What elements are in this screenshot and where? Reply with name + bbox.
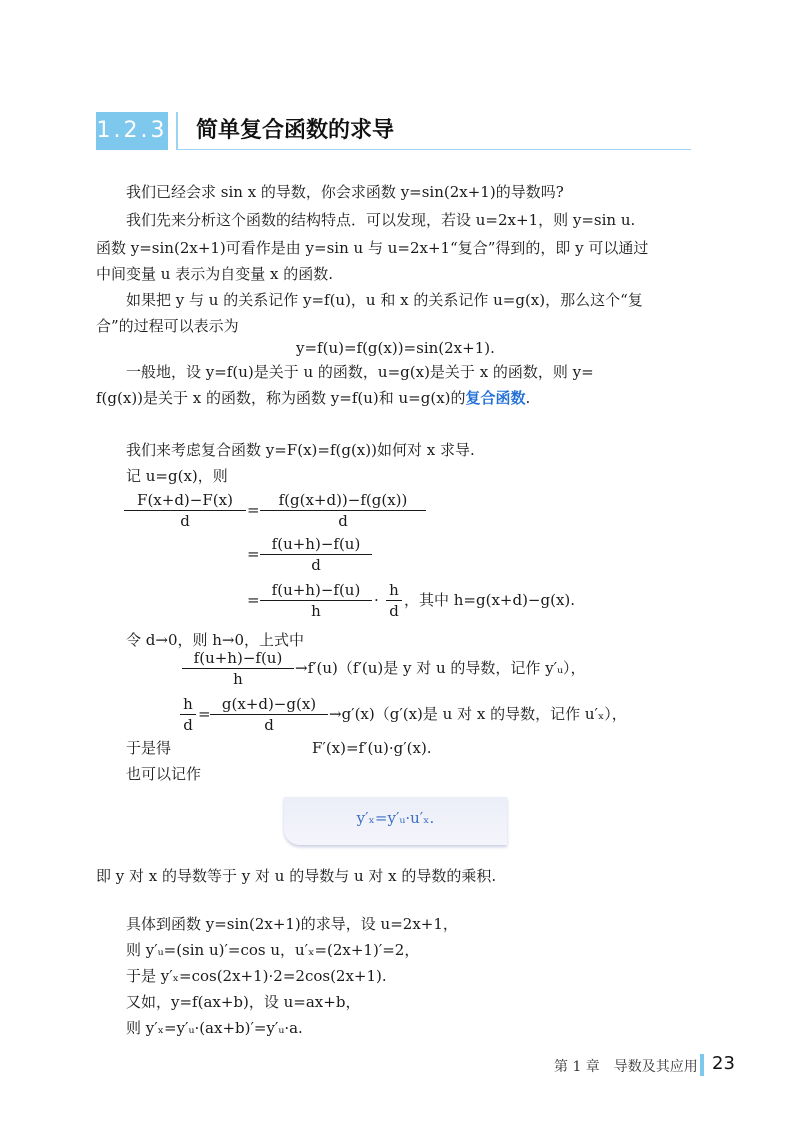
- text-line-2: 我们先来分析这个函数的结构特点．可以发现，若设 u=2x+1，则 y=sin u.: [126, 211, 636, 229]
- fraction-8-denominator: d: [264, 716, 274, 734]
- term-composite-function: 复合函数: [465, 389, 526, 407]
- text-line-22: 又如，y=f(ax+b)，设 u=ax+b，: [126, 993, 361, 1011]
- fraction-2: [260, 490, 426, 531]
- text-line-9-a: f(g(x))是关于 x 的函数，称为函数 y=f(u)和 u=g(x)的: [96, 389, 466, 407]
- text-line-8: 一般地，设 y=f(u)是关于 u 的函数，u=g(x)是关于 x 的函数，则 y=: [126, 363, 594, 381]
- equals-4: =: [198, 705, 211, 723]
- fraction-4-denominator: h: [311, 602, 321, 620]
- formula-composition: y=f(u)=f(g(x))=sin(2x+1).: [296, 339, 495, 357]
- page-number: 23: [712, 1053, 735, 1074]
- fraction-4: [260, 580, 372, 621]
- boxed-formula: y′ₓ=y′ᵤ·u′ₓ.: [356, 809, 435, 827]
- text-line-6: 合”的过程可以表示为: [96, 317, 239, 335]
- section-title: 简单复合函数的求导: [196, 118, 395, 143]
- footer-bar: [700, 1054, 704, 1076]
- fraction-6: [182, 648, 294, 689]
- text-line-9: [96, 388, 530, 408]
- text-line-23: 则 y′ₓ=y′ᵤ·(ax+b)′=y′ᵤ·a.: [126, 1019, 303, 1037]
- text-line-5: 如果把 y 与 u 的关系记作 y=f(u)，u 和 x 的关系记作 u=g(x)，那么这个“复: [126, 291, 643, 309]
- text-line-10: 我们来考虑复合函数 y=F(x)=f(g(x))如何对 x 求导.: [126, 441, 475, 459]
- text-line-4: 中间变量 u 表示为自变量 x 的函数.: [96, 265, 333, 283]
- fraction-7: [180, 694, 196, 735]
- fraction-6-numerator: f(u+h)−f(u): [182, 648, 294, 669]
- fraction-5-numerator: h: [386, 580, 402, 601]
- equals-2: =: [247, 545, 260, 563]
- footer-chapter: 第 1 章 导数及其应用: [554, 1059, 698, 1075]
- fraction-3-denominator: d: [311, 556, 321, 574]
- fraction-7-denominator: d: [183, 716, 193, 734]
- fraction-8: [210, 694, 328, 735]
- fraction-1-numerator: F(x+d)−F(x): [124, 490, 246, 511]
- text-line-11: 记 u=g(x)，则: [126, 467, 228, 485]
- fraction-6-denominator: h: [233, 670, 243, 688]
- equals-3: =: [247, 591, 260, 609]
- text-line-3: 函数 y=sin(2x+1)可看作是由 y=sin u 与 u=2x+1“复合”得到的，即 y 可以通过: [96, 239, 649, 257]
- text-line-16-a: 于是得: [126, 739, 172, 757]
- limit-line-2: →g′(x)（g′(x)是 u 对 x 的导数，记作 u′ₓ），: [329, 705, 627, 723]
- highlight-box: [284, 797, 507, 845]
- text-line-18: 即 y 对 x 的导数等于 y 对 u 的导数与 u 对 x 的导数的乘积.: [96, 867, 497, 885]
- text-line-1: 我们已经会求 sin x 的导数，你会求函数 y=sin(2x+1)的导数吗?: [126, 183, 564, 201]
- text-line-19: 具体到函数 y=sin(2x+1)的求导，设 u=2x+1，: [126, 915, 458, 933]
- chain-rule-formula: F′(x)=f′(u)·g′(x).: [312, 739, 432, 757]
- fraction-3-numerator: f(u+h)−f(u): [260, 534, 372, 555]
- equals-1: =: [247, 501, 260, 519]
- fraction-5: [386, 580, 402, 621]
- section-rule: [178, 149, 691, 150]
- fraction-8-numerator: g(x+d)−g(x): [210, 694, 328, 715]
- fraction-7-numerator: h: [180, 694, 196, 715]
- fraction-1-denominator: d: [180, 512, 190, 530]
- text-where-h: ，其中 h=g(x+d)−g(x).: [404, 591, 576, 609]
- limit-line-1: →f′(u)（f′(u)是 y 对 u 的导数，记作 y′ᵤ），: [295, 659, 586, 677]
- section-separator: [176, 112, 178, 150]
- fraction-5-denominator: d: [389, 602, 399, 620]
- fraction-3: [260, 534, 372, 575]
- dot-operator: ·: [374, 591, 379, 609]
- fraction-2-denominator: d: [338, 512, 348, 530]
- text-line-20: 则 y′ᵤ=(sin u)′=cos u，u′ₓ=(2x+1)′=2，: [126, 941, 420, 959]
- fraction-4-numerator: f(u+h)−f(u): [260, 580, 372, 601]
- text-line-21: 于是 y′ₓ=cos(2x+1)·2=2cos(2x+1).: [126, 967, 387, 985]
- section-number: 1.2.3: [96, 112, 168, 150]
- text-line-13: 令 d→0，则 h→0，上式中: [126, 631, 305, 649]
- fraction-2-numerator: f(g(x+d))−f(g(x)): [260, 490, 426, 511]
- text-line-17: 也可以记作: [126, 765, 202, 783]
- text-line-9-c: .: [525, 389, 531, 407]
- fraction-1: [124, 490, 246, 531]
